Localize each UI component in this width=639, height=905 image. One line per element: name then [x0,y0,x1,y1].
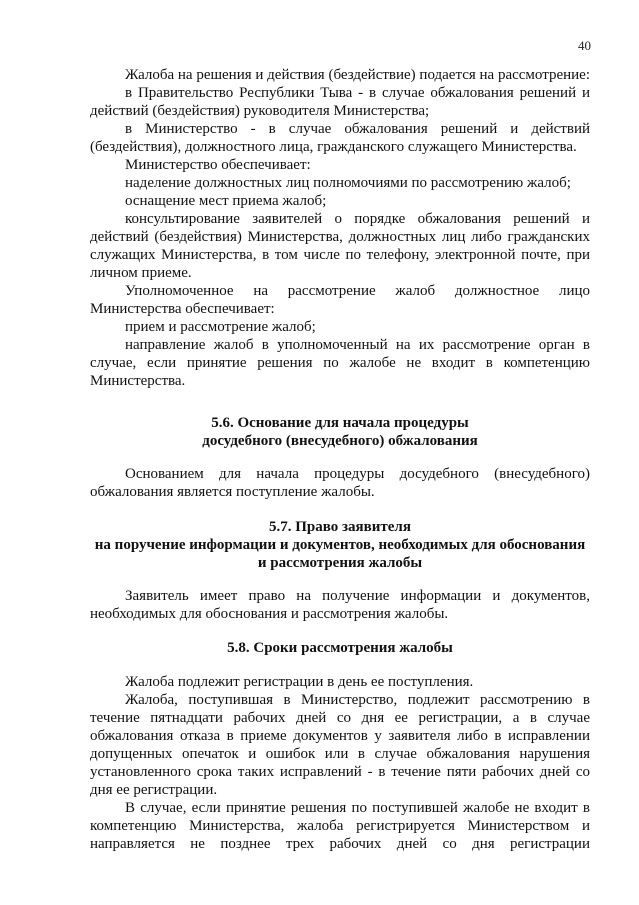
heading-line: досудебного (внесудебного) обжалования [202,433,478,449]
intro-section [90,66,590,390]
section-5-7-body [90,587,590,623]
heading-line: и рассмотрения жалобы [257,555,423,571]
intro-paragraph: Уполномоченное на рассмотрение жалоб должностное лицо Министерства обеспечивает: [90,283,590,317]
section-5-7-heading [90,518,590,572]
section-5-8-heading: 5.8. Сроки рассмотрения жалобы [227,640,453,656]
section-5-7-paragraph: Заявитель имеет право на получение информации и документов, необходимых для обоснования и рассмотрения жалобы. [90,588,590,622]
intro-paragraph: Жалоба на решения и действия (бездействие) подается на рассмотрение: [125,67,590,83]
section-5-6-body [90,465,590,501]
intro-paragraph: в Министерство - в случае обжалования решений и действий (бездействия), должностного лица, гражданского служащего Министерства. [90,121,590,155]
section-5-8-paragraph: Жалоба, поступившая в Министерство, подлежит рассмотрению в течение пятнадцати рабочих дней со дня ее регистрации, а в случае обжалования отказа в приеме документов у заявителя либо в исправлении допущенных опечаток и ошибок или в случае обжалования нарушения установленного срока таких исправлений - в течение пяти рабочих дней со дня ее регистрации. [90,692,590,798]
section-5-7 [90,518,590,572]
section-5-6-heading [90,414,590,450]
intro-paragraph: оснащение мест приема жалоб; [125,193,327,209]
intro-paragraph: прием и рассмотрение жалоб; [125,319,316,335]
section-5-8-paragraph: Жалоба подлежит регистрации в день ее поступления. [125,674,474,690]
intro-paragraph: консультирование заявителей о порядке обжалования решений и действий (бездействия) Министерства, должностных лиц либо гражданских служащих Министерства, в том числе по телефону, электронной почте, при личном приеме. [90,211,590,281]
heading-line: на поручение информации и документов, необходимых для обоснования [94,537,586,553]
intro-paragraph: в Правительство Республики Тыва - в случае обжалования решений и действий (бездействия) руководителя Министерства; [90,85,590,119]
section-5-6 [90,414,590,450]
section-5-6-paragraph: Основанием для начала процедуры досудебного (внесудебного) обжалования является поступление жалобы. [90,466,590,500]
section-5-8-body [90,673,590,853]
section-5-8 [90,639,590,657]
heading-line: 5.6. Основание для начала процедуры [211,415,469,431]
intro-paragraph: наделение должностных лиц полномочиями по рассмотрению жалоб; [125,175,571,191]
section-5-8-paragraph: В случае, если принятие решения по поступившей жалобе не входит в компетенцию Министерства, жалоба регистрируется Министерством и направляется не позднее трех рабочих дней со дня регистрации [90,800,590,852]
intro-paragraph: Министерство обеспечивает: [125,157,311,173]
intro-paragraph: направление жалоб в уполномоченный на их рассмотрение орган в случае, если принятие решения по жалобе не входит в компетенцию Министерства. [90,337,590,389]
heading-line: 5.7. Право заявителя [269,519,411,535]
page-number: 40 [578,38,591,53]
